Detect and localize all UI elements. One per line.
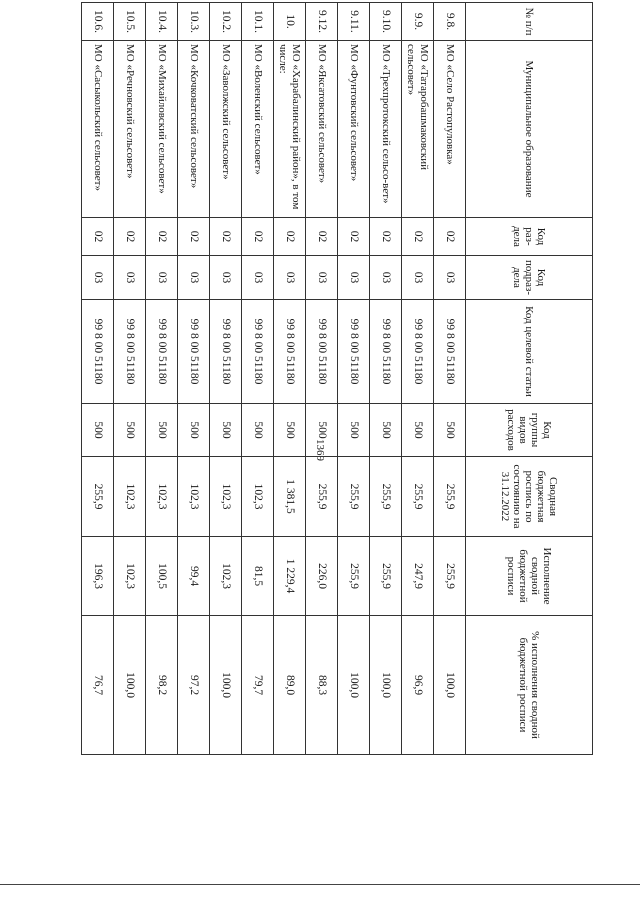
cell-razdel: 02 — [210, 218, 242, 256]
cell-pct: 79,7 — [242, 616, 274, 755]
cell-pct: 88,3 — [306, 616, 338, 755]
cell-plan: 102,3 — [178, 457, 210, 537]
cell-podrazdel: 03 — [274, 256, 306, 300]
cell-vid: 500 — [146, 404, 178, 457]
cell-pct: 100,0 — [338, 616, 370, 755]
cell-exec: 100,5 — [146, 537, 178, 616]
cell-mo: МО «Кочковатский сельсовет» — [178, 41, 210, 218]
cell-pct: 98,2 — [146, 616, 178, 755]
header-pct: % исполнения сводной бюджетной росписи — [466, 616, 593, 755]
header-plan: Сводная бюджетная роспись по состоянию на 31.12.2022 — [466, 457, 593, 537]
cell-target: 99 8 00 51180 — [370, 300, 402, 404]
cell-vid: 500 — [210, 404, 242, 457]
cell-mo: МО «Фунтовский сельсовет» — [338, 41, 370, 218]
cell-exec: 255,9 — [338, 537, 370, 616]
cell-vid: 500 — [338, 404, 370, 457]
cell-mo: МО «Яксатовский сельсовет» — [306, 41, 338, 218]
header-target: Код целевой статьи — [466, 300, 593, 404]
table-row — [210, 3, 242, 755]
cell-vid: 500 — [370, 404, 402, 457]
cell-plan: 255,9 — [338, 457, 370, 537]
table-row — [274, 3, 306, 755]
cell-exec: 255,9 — [370, 537, 402, 616]
cell-mo: МО «Заволжский сельсовет» — [210, 41, 242, 218]
cell-exec: 1 229,4 — [274, 537, 306, 616]
table-row — [306, 3, 338, 755]
cell-podrazdel: 03 — [242, 256, 274, 300]
table-row — [370, 3, 402, 755]
header-mo: Муниципальное образование — [466, 41, 593, 218]
table-body — [82, 3, 466, 755]
cell-vid: 500 — [178, 404, 210, 457]
cell-plan: 102,3 — [242, 457, 274, 537]
cell-mo: МО «Воленский сельсовет» — [242, 41, 274, 218]
cell-mo: МО «Михайловский сельсовет» — [146, 41, 178, 218]
cell-podrazdel: 03 — [210, 256, 242, 300]
cell-num: 9.8. — [434, 3, 466, 41]
cell-num: 10.6. — [82, 3, 114, 41]
cell-plan: 255,9 — [434, 457, 466, 537]
cell-plan: 255,9 — [370, 457, 402, 537]
cell-podrazdel: 03 — [370, 256, 402, 300]
cell-razdel: 02 — [402, 218, 434, 256]
cell-num: 9.11. — [338, 3, 370, 41]
cell-num: 10. — [274, 3, 306, 41]
cell-num: 10.5. — [114, 3, 146, 41]
cell-pct: 97,2 — [178, 616, 210, 755]
cell-razdel: 02 — [146, 218, 178, 256]
cell-exec: 226,0 — [306, 537, 338, 616]
cell-podrazdel: 03 — [178, 256, 210, 300]
header-num: № п/п — [466, 3, 593, 41]
cell-plan: 255,9 — [402, 457, 434, 537]
cell-vid: 500 — [274, 404, 306, 457]
cell-podrazdel: 03 — [434, 256, 466, 300]
cell-podrazdel: 03 — [402, 256, 434, 300]
cell-podrazdel: 03 — [82, 256, 114, 300]
cell-num: 9.12. — [306, 3, 338, 41]
cell-plan: 102,3 — [146, 457, 178, 537]
cell-razdel: 02 — [114, 218, 146, 256]
table-row — [434, 3, 466, 755]
cell-razdel: 02 — [274, 218, 306, 256]
cell-num: 10.2. — [210, 3, 242, 41]
cell-plan: 255,9 — [306, 457, 338, 537]
table-row — [242, 3, 274, 755]
page-number: 1369 — [314, 439, 326, 461]
cell-target: 99 8 00 51180 — [242, 300, 274, 404]
cell-target: 99 8 00 51180 — [146, 300, 178, 404]
cell-razdel: 02 — [370, 218, 402, 256]
cell-num: 10.4. — [146, 3, 178, 41]
cell-pct: 76,7 — [82, 616, 114, 755]
cell-pct: 100,0 — [210, 616, 242, 755]
cell-razdel: 02 — [178, 218, 210, 256]
cell-podrazdel: 03 — [306, 256, 338, 300]
header-razdel: Код раз-дела — [466, 218, 593, 256]
cell-razdel: 02 — [242, 218, 274, 256]
cell-target: 99 8 00 51180 — [114, 300, 146, 404]
cell-razdel: 02 — [434, 218, 466, 256]
cell-pct: 89,0 — [274, 616, 306, 755]
cell-exec: 102,3 — [210, 537, 242, 616]
cell-exec: 99,4 — [178, 537, 210, 616]
budget-table — [81, 2, 593, 755]
cell-exec: 255,9 — [434, 537, 466, 616]
cell-exec: 196,3 — [82, 537, 114, 616]
cell-pct: 100,0 — [114, 616, 146, 755]
cell-target: 99 8 00 51180 — [402, 300, 434, 404]
cell-plan: 255,9 — [82, 457, 114, 537]
header-row — [466, 3, 593, 755]
cell-mo: МО «Речновский сельсовет» — [114, 41, 146, 218]
cell-pct: 96,9 — [402, 616, 434, 755]
cell-podrazdel: 03 — [146, 256, 178, 300]
cell-vid: 500 — [402, 404, 434, 457]
header-vid: Код группы видов расходов — [466, 404, 593, 457]
cell-num: 10.3. — [178, 3, 210, 41]
table-row — [338, 3, 370, 755]
cell-razdel: 02 — [338, 218, 370, 256]
cell-pct: 100,0 — [434, 616, 466, 755]
cell-razdel: 02 — [306, 218, 338, 256]
cell-num: 10.1. — [242, 3, 274, 41]
cell-exec: 247,9 — [402, 537, 434, 616]
header-exec: Исполнение сводной бюджетной росписи — [466, 537, 593, 616]
table-header — [466, 3, 593, 755]
cell-mo: МО «Харабалинский район», в том числе: — [274, 41, 306, 218]
cell-mo: МО «Татаробашмаковский сельсовет» — [402, 41, 434, 218]
table-row — [402, 3, 434, 755]
cell-target: 99 8 00 51180 — [274, 300, 306, 404]
cell-target: 99 8 00 51180 — [210, 300, 242, 404]
cell-plan: 1 381,5 — [274, 457, 306, 537]
rotated-page — [91, 0, 640, 820]
cell-vid: 500 — [306, 404, 338, 457]
cell-mo: МО «Трехпротокский сельсо-вет» — [370, 41, 402, 218]
cell-vid: 500 — [242, 404, 274, 457]
cell-vid: 500 — [434, 404, 466, 457]
cell-podrazdel: 03 — [338, 256, 370, 300]
cell-target: 99 8 00 51180 — [178, 300, 210, 404]
cell-vid: 500 — [82, 404, 114, 457]
cell-razdel: 02 — [82, 218, 114, 256]
table-row — [82, 3, 114, 755]
cell-plan: 102,3 — [210, 457, 242, 537]
cell-target: 99 8 00 51180 — [338, 300, 370, 404]
table-row — [114, 3, 146, 755]
cell-mo: МО «Сасыкольский сельсовет» — [82, 41, 114, 218]
cell-plan: 102,3 — [114, 457, 146, 537]
table-row — [178, 3, 210, 755]
cell-podrazdel: 03 — [114, 256, 146, 300]
page-bottom-rule — [0, 884, 640, 885]
cell-target: 99 8 00 51180 — [82, 300, 114, 404]
cell-mo: МО «Село Растопуловка» — [434, 41, 466, 218]
cell-exec: 81,5 — [242, 537, 274, 616]
cell-num: 9.9. — [402, 3, 434, 41]
cell-vid: 500 — [114, 404, 146, 457]
table-row — [146, 3, 178, 755]
header-podrazdel: Код подраз-дела — [466, 256, 593, 300]
cell-num: 9.10. — [370, 3, 402, 41]
cell-target: 99 8 00 51180 — [434, 300, 466, 404]
cell-exec: 102,3 — [114, 537, 146, 616]
cell-pct: 100,0 — [370, 616, 402, 755]
cell-target: 99 8 00 51180 — [306, 300, 338, 404]
